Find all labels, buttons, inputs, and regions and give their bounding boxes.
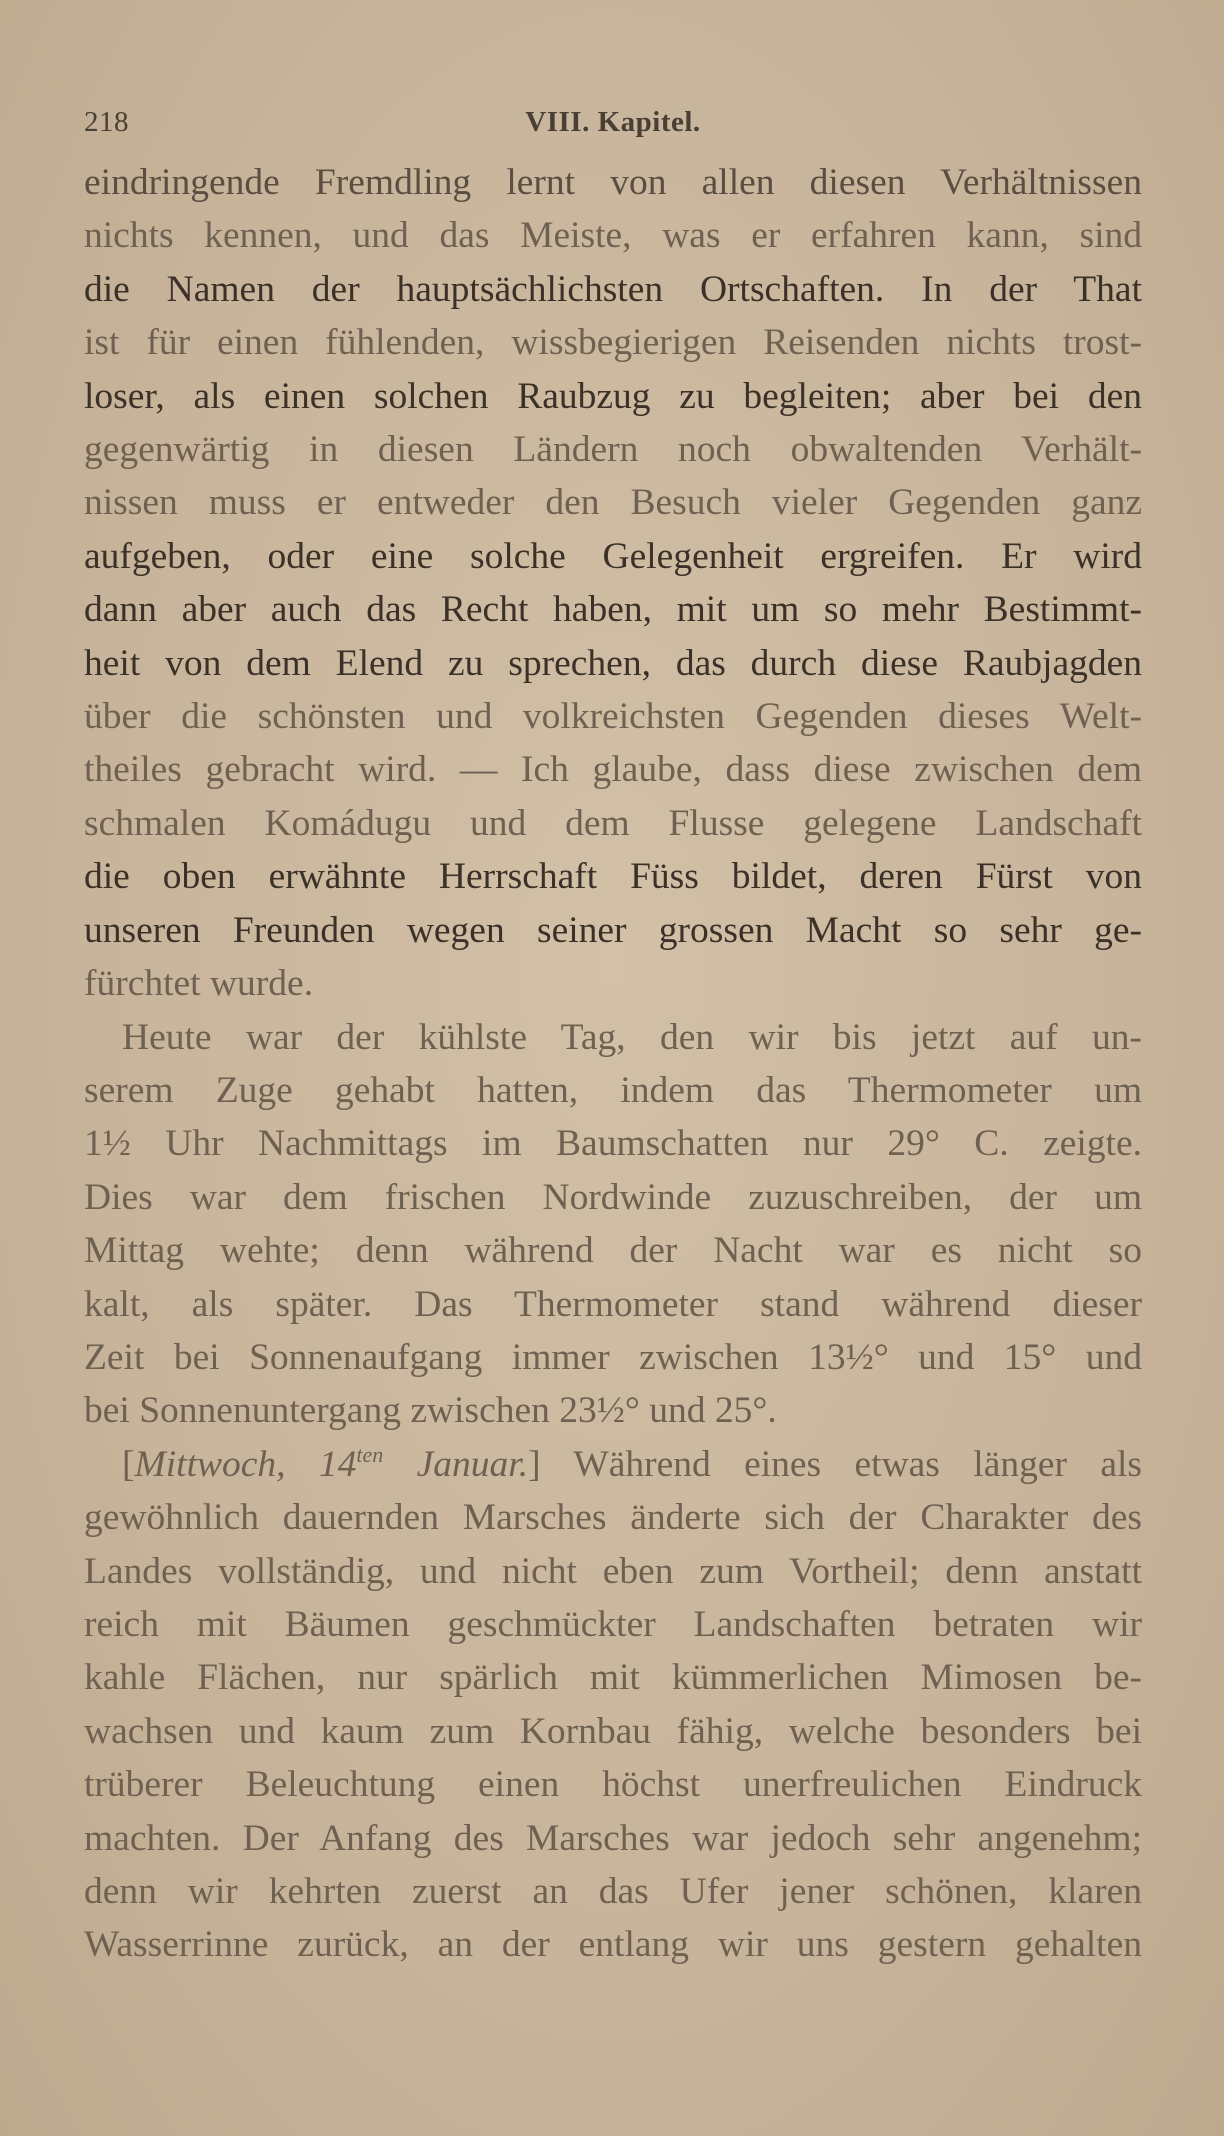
line-continuation: Während eines etwas länger als [540, 1443, 1142, 1485]
date-bracket-open: [ [122, 1443, 135, 1485]
body-text [84, 156, 1142, 1972]
text-line: loser, als einen solchen Raubzug zu begleiten; aber bei den [84, 375, 1142, 417]
text-line: gegenwärtig in diesen Ländern noch obwaltenden Verhält- [84, 429, 1142, 471]
date-bracket-close: ] [528, 1443, 541, 1485]
text-line: Heute war der kühlste Tag, den wir bis jetzt auf un- [122, 1016, 1142, 1058]
text-line: aufgeben, oder eine solche Gelegenheit ergreifen. Er wird [84, 535, 1142, 577]
text-line: theiles gebracht wird. — Ich glaube, dass diese zwischen dem [84, 749, 1142, 791]
text-line: Landes vollständig, und nicht eben zum Vortheil; denn anstatt [84, 1550, 1142, 1592]
text-line: nichts kennen, und das Meiste, was er erfahren kann, sind [84, 215, 1142, 257]
text-line: bei Sonnenuntergang zwischen 23½° und 25°. [84, 1390, 777, 1432]
text-line: heit von dem Elend zu sprechen, das durch diese Raubjagden [84, 642, 1142, 684]
text-line: reich mit Bäumen geschmückter Landschaften betraten wir [84, 1603, 1142, 1645]
text-line: dann aber auch das Recht haben, mit um so mehr Bestimmt- [84, 589, 1142, 631]
text-line: schmalen Komádugu und dem Flusse gelegene Landschaft [84, 802, 1142, 844]
text-line: eindringende Fremdling lernt von allen diesen Verhältnissen [84, 162, 1142, 203]
text-line: machten. Der Anfang des Marsches war jedoch sehr angenehm; [84, 1817, 1142, 1859]
text-line: Zeit bei Sonnenaufgang immer zwischen 13½° und 15° und [84, 1336, 1142, 1378]
text-line: Mittag wehte; denn während der Nacht war es nicht so [84, 1230, 1142, 1272]
date-reference [134, 1441, 529, 1485]
text-line: fürchtet wurde. [84, 963, 314, 1005]
text-line: ist für einen fühlenden, wissbegierigen Reisenden nichts trost- [84, 322, 1142, 364]
text-line: über die schönsten und volkreichsten Gegenden dieses Welt- [84, 696, 1142, 738]
text-line: Dies war dem frischen Nordwinde zuzuschreiben, der um [84, 1176, 1142, 1218]
paragraph-3 [84, 1438, 1142, 1972]
text-line: die Namen der hauptsächlichsten Ortschaften. In der That [84, 268, 1142, 310]
text-line: wachsen und kaum zum Kornbau fähig, welche besonders bei [84, 1710, 1142, 1752]
date-day: Mittwoch, 14 [134, 1443, 357, 1485]
text-line: kalt, als später. Das Thermometer stand während dieser [84, 1283, 1142, 1325]
paragraph-2 [84, 1011, 1142, 1438]
text-line: trüberer Beleuchtung einen höchst unerfreulichen Eindruck [84, 1764, 1142, 1806]
chapter-title: VIII. Kapitel. [525, 106, 701, 138]
book-page [84, 96, 1142, 1972]
text-line: serem Zuge gehabt hatten, indem das Thermometer um [84, 1069, 1142, 1111]
text-line: nissen muss er entweder den Besuch vieler Gegenden ganz [84, 482, 1142, 524]
text-line-with-date [84, 1438, 1142, 1491]
date-month: Januar. [383, 1443, 529, 1485]
date-superscript: ten [356, 1441, 384, 1467]
text-line: Wasserrinne zurück, an der entlang wir uns gestern gehalten [84, 1924, 1142, 1966]
text-line: unseren Freunden wegen seiner grossen Macht so sehr ge- [84, 909, 1142, 951]
text-line: gewöhnlich dauernden Marsches änderte sich der Charakter des [84, 1497, 1142, 1539]
text-line: 1½ Uhr Nachmittags im Baumschatten nur 29° C. zeigte. [84, 1123, 1142, 1165]
text-line: denn wir kehrten zuerst an das Ufer jener schönen, klaren [84, 1871, 1142, 1912]
running-head [84, 96, 1142, 156]
text-line: kahle Flächen, nur spärlich mit kümmerlichen Mimosen be- [84, 1657, 1142, 1699]
text-line: die oben erwähnte Herrschaft Füss bildet, deren Fürst von [84, 856, 1142, 898]
page-number: 218 [84, 106, 129, 138]
paragraph-1 [84, 156, 1142, 1011]
